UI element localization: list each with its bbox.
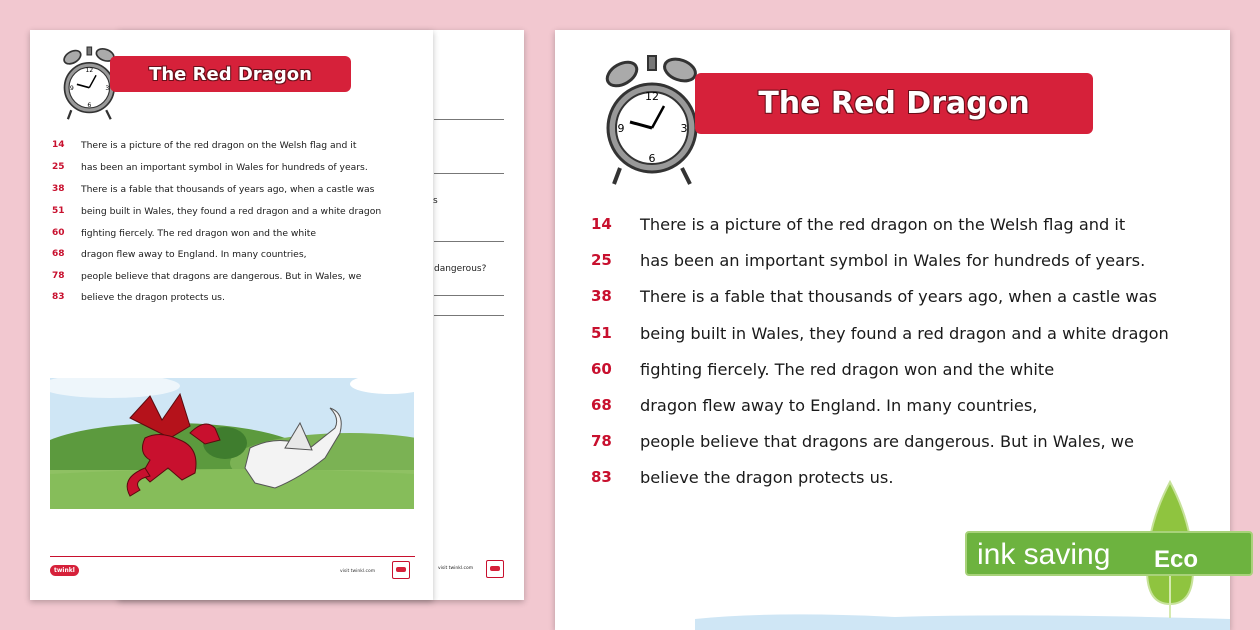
- passage-line: There is a fable that thousands of years ago, when a castle was: [640, 287, 1157, 306]
- passage-line: believe the dragon protects us.: [640, 468, 894, 487]
- passage-line: being built in Wales, they found a red dragon and a white dragon: [81, 206, 382, 217]
- eco-label: ink saving: [977, 538, 1111, 571]
- passage-line: There is a picture of the red dragon on the Welsh flag and it: [81, 140, 357, 151]
- dragon-illustration: [50, 378, 414, 509]
- word-count: 14: [52, 140, 65, 150]
- word-count: 83: [52, 292, 65, 302]
- svg-text:3: 3: [680, 122, 688, 135]
- eco-word: Eco: [1154, 546, 1199, 573]
- word-count: 60: [52, 228, 65, 238]
- word-count: 25: [52, 162, 65, 172]
- passage-line: dragon flew away to England. In many countries,: [640, 396, 1038, 415]
- word-count: 78: [52, 271, 65, 281]
- word-count: 78: [591, 432, 612, 450]
- svg-text:6: 6: [87, 101, 92, 109]
- word-count: 51: [52, 206, 65, 216]
- answer-line: [434, 315, 504, 316]
- word-count: 68: [52, 249, 65, 259]
- word-count: 38: [591, 287, 612, 305]
- page-title: The Red Dragon: [695, 73, 1093, 134]
- svg-text:9: 9: [617, 122, 625, 135]
- footer-badge-icon: [392, 561, 410, 579]
- question-fragment: s: [433, 196, 438, 206]
- answer-line: [434, 295, 504, 296]
- passage-line: fighting fiercely. The red dragon won and the white: [640, 360, 1055, 379]
- svg-text:12: 12: [85, 66, 94, 74]
- svg-text:3: 3: [105, 84, 110, 92]
- answer-line: [434, 173, 504, 174]
- svg-text:9: 9: [69, 84, 74, 92]
- svg-text:6: 6: [648, 152, 656, 165]
- footer-url: visit twinkl.com: [340, 569, 376, 574]
- question-fragment: dangerous?: [434, 264, 487, 274]
- footer-badge-icon: [486, 560, 504, 578]
- answer-line: [434, 119, 504, 120]
- twinkl-logo: twinkl: [50, 565, 79, 576]
- page-title: The Red Dragon: [110, 56, 351, 92]
- eco-badge: [965, 480, 1255, 620]
- passage-line: has been an important symbol in Wales for hundreds of years.: [640, 251, 1146, 270]
- passage-line: being built in Wales, they found a red dragon and a white dragon: [640, 324, 1169, 343]
- word-count: 60: [591, 360, 612, 378]
- word-count: 14: [591, 215, 612, 233]
- word-count: 38: [52, 184, 65, 194]
- passage-line: dragon flew away to England. In many countries,: [81, 249, 307, 260]
- footer-url: visit twinkl.com: [438, 566, 474, 571]
- passage-line: has been an important symbol in Wales for hundreds of years.: [81, 162, 368, 173]
- svg-text:12: 12: [645, 90, 659, 103]
- passage-line: believe the dragon protects us.: [81, 292, 225, 303]
- passage-line: people believe that dragons are dangerous. But in Wales, we: [640, 432, 1135, 451]
- worksheet-page-preview: [30, 30, 433, 600]
- answer-line: [434, 241, 504, 242]
- word-count: 25: [591, 251, 612, 269]
- passage-line: There is a fable that thousands of years ago, when a castle was: [81, 184, 375, 195]
- word-count: 51: [591, 324, 612, 342]
- passage-line: There is a picture of the red dragon on the Welsh flag and it: [640, 215, 1126, 234]
- passage-line: people believe that dragons are dangerous. But in Wales, we: [81, 271, 362, 282]
- alarm-clock-icon: [600, 48, 710, 188]
- passage-line: fighting fiercely. The red dragon won and the white: [81, 228, 317, 239]
- word-count: 68: [591, 396, 612, 414]
- word-count: 83: [591, 468, 612, 486]
- page-footer: [50, 556, 415, 582]
